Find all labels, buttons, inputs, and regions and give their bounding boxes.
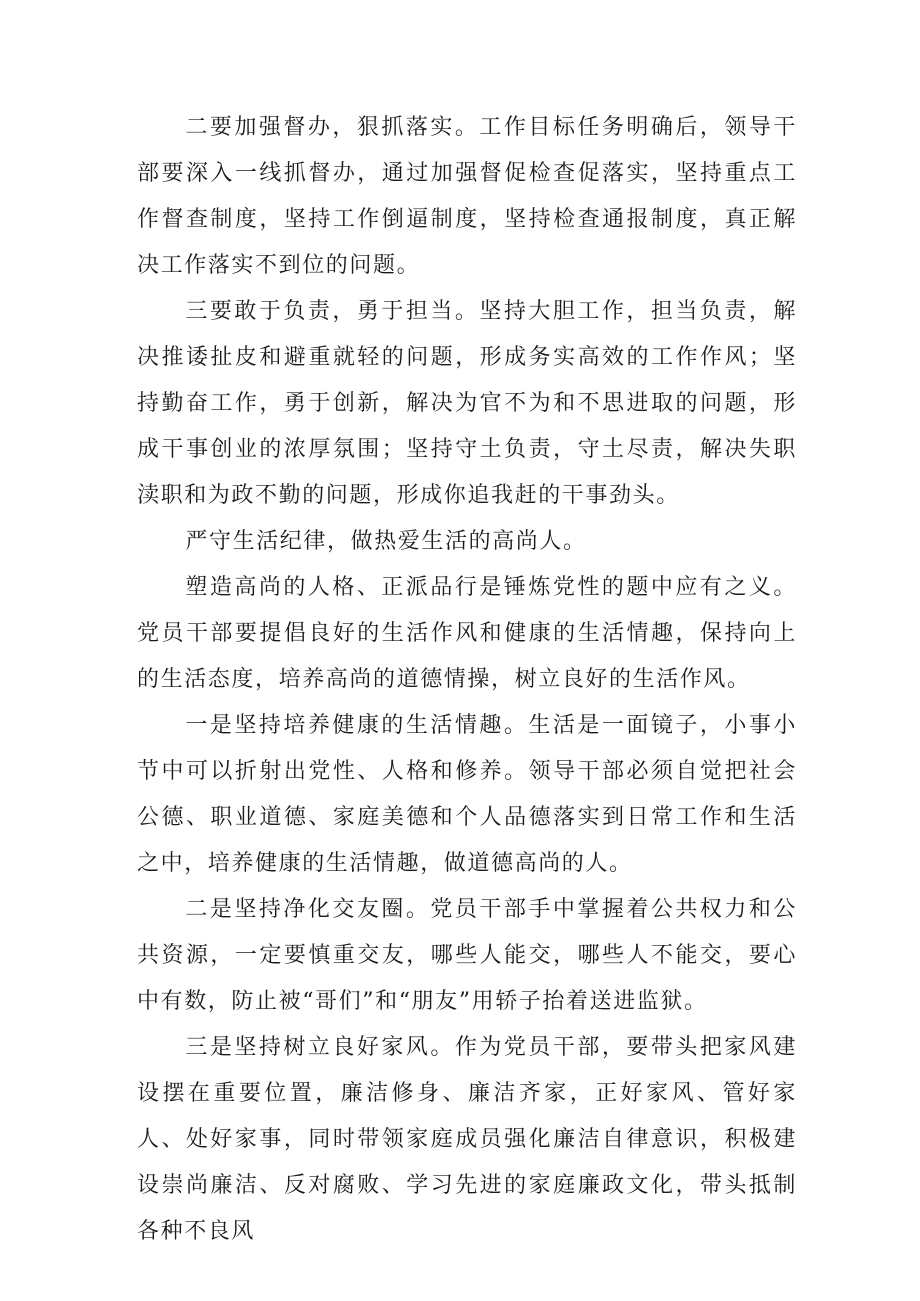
paragraph-responsibility: 三要敢于负责，勇于担当。坚持大胆工作，担当负责，解决推诿扯皮和避重就轻的问题，形成务实高效的工作作风；坚持勤奋工作，勇于创新，解决为官不为和不思进取的问题，形成干事创业的浓厚氛围；坚持守土负责，守土尽责，解决失职渎职和为政不勤的问题，形成你追我赶的干事劲头。 (137, 299, 797, 508)
paragraph-family-tradition: 三是坚持树立良好家风。作为党员干部，要带头把家风建设摆在重要位置，廉洁修身、廉洁齐家，正好家风、管好家人、处好家事，同时带领家庭成员强化廉洁自律意识，积极建设崇尚廉洁、反对腐败、学习先进的家庭廉政文化，带头抵制各种不良风 (137, 1035, 797, 1244)
paragraph-supervision: 二要加强督办，狠抓落实。工作目标任务明确后，领导干部要深入一线抓督办，通过加强督促检查促落实，坚持重点工作督查制度，坚持工作倒逼制度，坚持检查通报制度，真正解决工作落实不到位的问题。 (137, 115, 797, 278)
paragraph-noble-character: 塑造高尚的人格、正派品行是锤炼党性的题中应有之义。党员干部要提倡良好的生活作风和健康的生活情趣，保持向上的生活态度，培养高尚的道德情操，树立良好的生活作风。 (137, 575, 797, 692)
paragraph-friend-circle: 二是坚持净化交友圈。党员干部手中掌握着公共权力和公共资源，一定要慎重交友，哪些人能交，哪些人不能交，要心中有数，防止被“哥们”和“朋友”用轿子抬着送进监狱。 (137, 897, 797, 1014)
section-heading-life-discipline: 严守生活纪律，做热爱生活的高尚人。 (185, 529, 587, 554)
document-body (137, 105, 797, 1255)
paragraph-healthy-interests: 一是坚持培养健康的生活情趣。生活是一面镜子，小事小节中可以折射出党性、人格和修养。领导干部必须自觉把社会公德、职业道德、家庭美德和个人品德落实到日常工作和生活之中，培养健康的生活情趣，做道德高尚的人。 (137, 713, 797, 876)
